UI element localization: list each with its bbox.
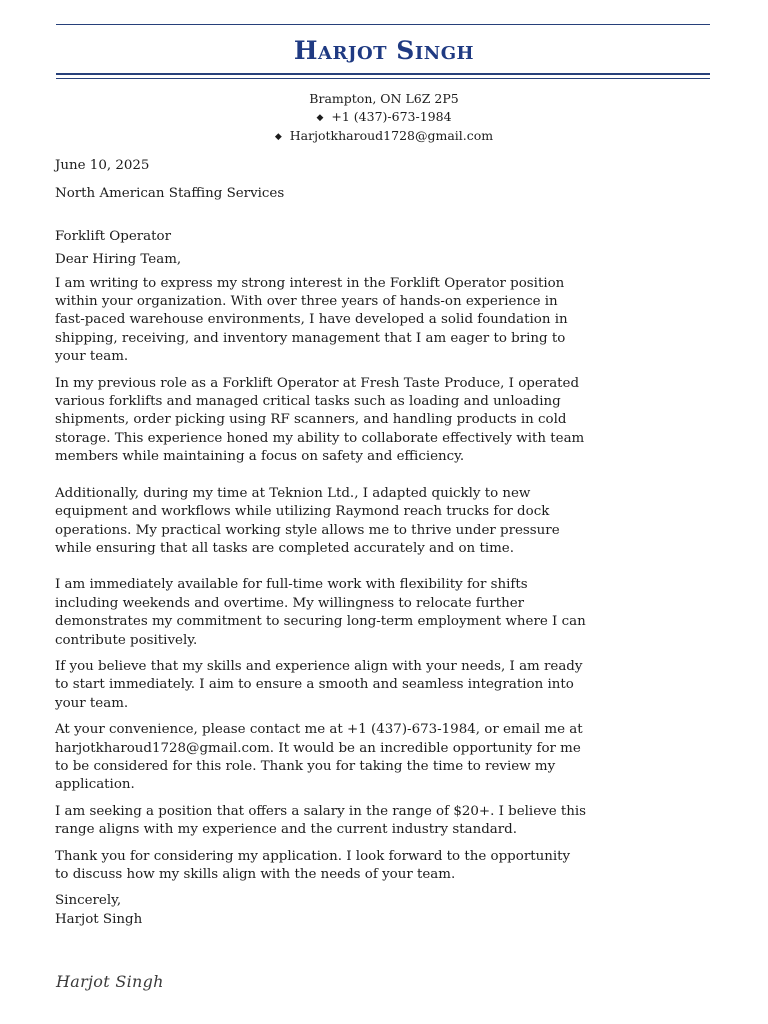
paragraph-line: to start immediately. I aim to ensure a smooth and seamless integration into <box>55 677 574 693</box>
contact-phone: +1 (437)-673-1984 <box>331 109 452 124</box>
header-double-rule-lower <box>56 78 710 79</box>
paragraph-line: operations. My practical working style allows me to thrive under pressure <box>55 522 560 538</box>
diamond-bullet-icon: ◆ <box>274 132 282 142</box>
paragraph-line: If you believe that my skills and experience align with your needs, I am ready <box>55 658 583 674</box>
paragraph-line: Additionally, during my time at Teknion Ltd., I adapted quickly to new <box>55 485 531 501</box>
paragraph-line: including weekends and overtime. My willingness to relocate further <box>55 595 525 611</box>
letter-position: Forklift Operator <box>55 228 171 244</box>
paragraph-line: contribute positively. <box>55 632 198 648</box>
paragraph-contact <box>55 721 715 795</box>
paragraph-line: In my previous role as a Forklift Operator at Fresh Taste Produce, I operated <box>55 375 580 391</box>
handwritten-signature: Harjot Singh <box>56 972 164 991</box>
paragraph-salary <box>55 803 715 840</box>
paragraph-line: while ensuring that all tasks are completed accurately and on time. <box>55 540 514 556</box>
header-top-rule <box>56 24 710 25</box>
paragraph-line: harjotkharoud1728@gmail.com. It would be an incredible opportunity for me <box>55 740 581 756</box>
paragraph-availability <box>55 576 715 650</box>
paragraph-line: members while maintaining a focus on safety and efficiency. <box>55 449 465 465</box>
paragraph-line: application. <box>55 777 135 793</box>
paragraph-line: your team. <box>55 695 129 711</box>
paragraph-line: I am writing to express my strong interest in the Forklift Operator position <box>55 275 565 291</box>
paragraph-ready <box>55 658 715 713</box>
paragraph-line: demonstrates my commitment to securing long-term employment where I can <box>55 614 586 630</box>
paragraph-line: fast-paced warehouse environments, I have developed a solid foundation in <box>55 312 568 328</box>
paragraph-line: shipping, receiving, and inventory management that I am eager to bring to <box>55 330 566 346</box>
letter-salutation: Dear Hiring Team, <box>55 252 182 268</box>
letter-closing-name: Harjot Singh <box>55 911 143 927</box>
letter-body <box>55 157 715 929</box>
paragraph-line: At your convenience, please contact me at +1 (437)-673-1984, or email me at <box>55 722 583 738</box>
paragraph-line: within your organization. With over three years of hands-on experience in <box>55 294 558 310</box>
letter-company: North American Staffing Services <box>55 186 285 202</box>
paragraph-line: range aligns with my experience and the current industry standard. <box>55 822 518 838</box>
paragraph-line: to discuss how my skills align with the needs of your team. <box>55 867 456 882</box>
applicant-name-heading: Harjot Singh <box>293 36 475 65</box>
contact-email-line <box>0 127 768 146</box>
letter-closing: Sincerely, <box>55 893 122 909</box>
diamond-bullet-icon: ◆ <box>316 113 324 123</box>
paragraph-line: various forklifts and managed critical tasks such as loading and unloading <box>55 394 561 410</box>
paragraph-previous-role <box>55 375 715 467</box>
paragraph-line: equipment and workflows while utilizing Raymond reach trucks for dock <box>55 504 550 520</box>
paragraph-line: storage. This experience honed my ability to collaborate effectively with team <box>55 430 585 446</box>
paragraph-line: I am immediately available for full-time work with flexibility for shifts <box>55 577 528 593</box>
paragraph-teknion <box>55 485 715 559</box>
paragraph-line: I am seeking a position that offers a salary in the range of $20+. I believe this <box>55 803 587 819</box>
contact-phone-line <box>0 108 768 127</box>
paragraph-line: Thank you for considering my application. I look forward to the opportunity <box>55 848 571 864</box>
header-double-rule-upper <box>56 73 710 75</box>
contact-block <box>0 90 768 146</box>
paragraph-thanks <box>55 848 715 885</box>
paragraph-line: your team. <box>55 349 129 365</box>
contact-address: Brampton, ON L6Z 2P5 <box>309 91 459 106</box>
contact-email: Harjotkharoud1728@gmail.com <box>289 128 494 143</box>
paragraph-intro <box>55 275 715 367</box>
paragraph-line: to be considered for this role. Thank you for taking the time to review my <box>55 758 556 774</box>
paragraph-line: shipments, order picking using RF scanners, and handling products in cold <box>55 412 567 428</box>
letter-date: June 10, 2025 <box>55 158 150 173</box>
